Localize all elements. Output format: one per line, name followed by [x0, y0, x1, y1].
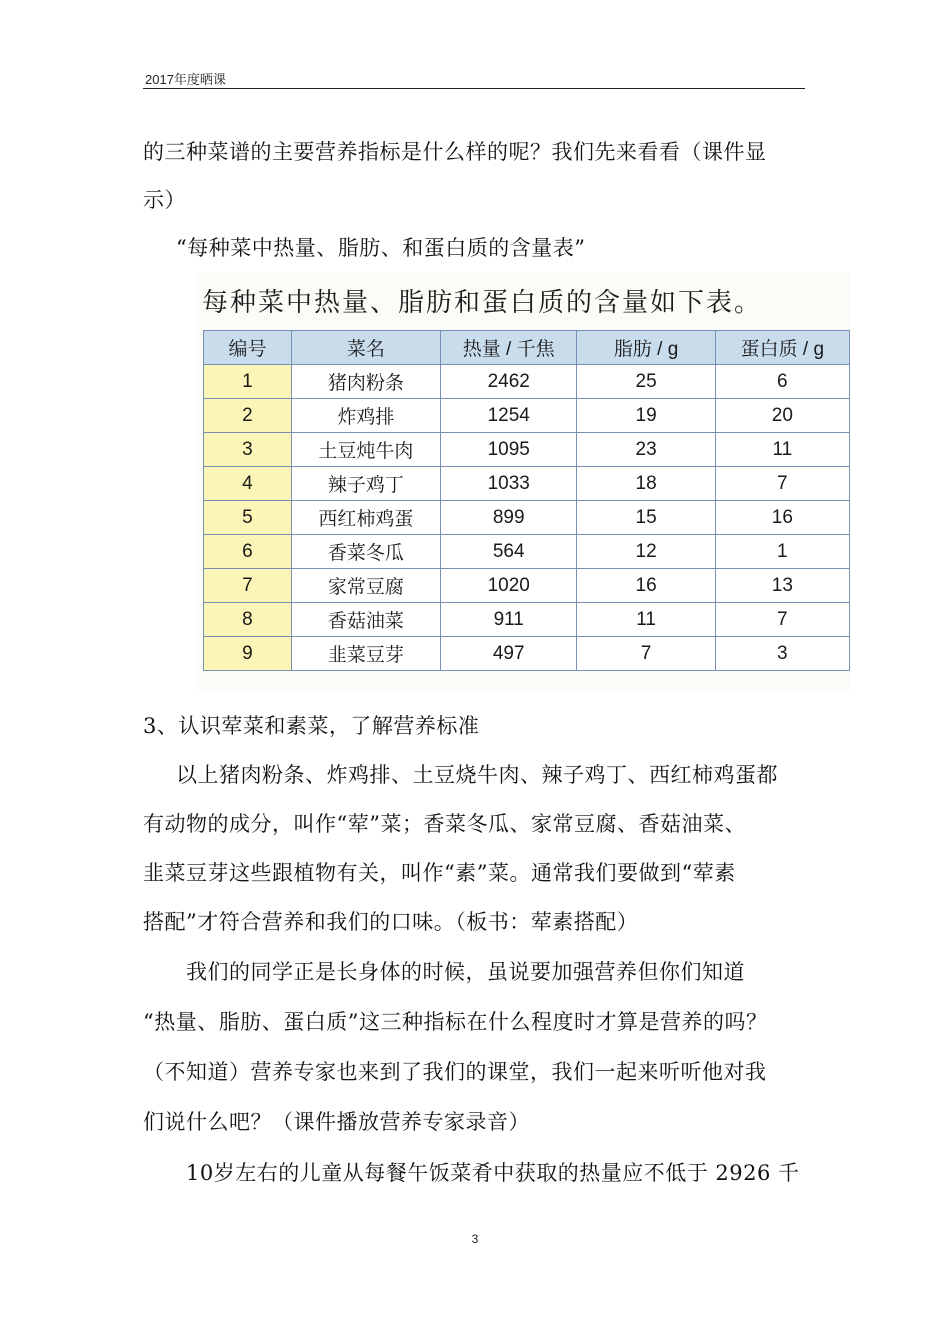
column-header: 编号: [204, 331, 292, 365]
table-cell: 18: [577, 467, 715, 501]
table-cell: 韭菜豆芽: [291, 637, 440, 671]
table-cell: 15: [577, 501, 715, 535]
paragraph-line: 搭配”才符合营养和我们的口味。（板书：荤素搭配）: [143, 910, 639, 934]
table-cell: 猪肉粉条: [291, 365, 440, 399]
table-cell: 25: [577, 365, 715, 399]
table-row: [204, 603, 850, 637]
table-cell: 7: [577, 637, 715, 671]
paragraph-line: （不知道）营养专家也来到了我们的课堂，我们一起来听听他对我: [143, 1060, 767, 1084]
page-number: 3: [471, 1232, 479, 1246]
column-header: 蛋白质 / g: [715, 331, 849, 365]
table-cell: 16: [715, 501, 849, 535]
table-row: [204, 399, 850, 433]
table-cell: 7: [204, 569, 292, 603]
table-cell: 7: [715, 603, 849, 637]
table-cell: 香菇油菜: [291, 603, 440, 637]
nutrition-table-image: [196, 272, 850, 690]
paragraph-line: 们说什么吧？（课件播放营养专家录音）: [143, 1110, 530, 1134]
table-cell: 炸鸡排: [291, 399, 440, 433]
table-cell: 1095: [440, 433, 577, 467]
table-row: [204, 433, 850, 467]
nutrition-table: [203, 330, 850, 671]
table-cell: 1033: [440, 467, 577, 501]
table-cell: 土豆炖牛肉: [291, 433, 440, 467]
table-cell: 5: [204, 501, 292, 535]
table-cell: 3: [715, 637, 849, 671]
table-cell: 西红柿鸡蛋: [291, 501, 440, 535]
table-row: [204, 501, 850, 535]
table-cell: 899: [440, 501, 577, 535]
paragraph-line: 我们的同学正是长身体的时候，虽说要加强营养但你们知道: [186, 960, 745, 984]
table-row: [204, 569, 850, 603]
table-cell: 11: [715, 433, 849, 467]
table-caption: “每种菜中热量、脂肪、和蛋白质的含量表”: [176, 236, 586, 260]
table-cell: 11: [577, 603, 715, 637]
table-cell: 1254: [440, 399, 577, 433]
header-text: 2017年度晒课: [145, 72, 226, 87]
table-cell: 564: [440, 535, 577, 569]
paragraph-line: 韭菜豆芽这些跟植物有关，叫作“素”菜。通常我们要做到“荤素: [143, 861, 736, 885]
column-header: 脂肪 / g: [577, 331, 715, 365]
table-cell: 1: [204, 365, 292, 399]
table-cell: 2: [204, 399, 292, 433]
table-cell: 3: [204, 433, 292, 467]
table-cell: 9: [204, 637, 292, 671]
table-cell: 16: [577, 569, 715, 603]
table-cell: 23: [577, 433, 715, 467]
column-header: 菜名: [291, 331, 440, 365]
table-cell: 19: [577, 399, 715, 433]
table-cell: 7: [715, 467, 849, 501]
table-cell: 辣子鸡丁: [291, 467, 440, 501]
section-heading: 3、认识荤菜和素菜，了解营养标准: [143, 714, 480, 738]
paragraph-line: 示）: [143, 188, 186, 212]
table-cell: 12: [577, 535, 715, 569]
table-row: [204, 365, 850, 399]
table-cell: 6: [715, 365, 849, 399]
table-cell: 香菜冬瓜: [291, 535, 440, 569]
page-header: [143, 66, 805, 89]
paragraph-line: 的三种菜谱的主要营养指标是什么样的呢？我们先来看看（课件显: [143, 140, 767, 164]
paragraph-line: 以上猪肉粉条、炸鸡排、土豆烧牛肉、辣子鸡丁、西红柿鸡蛋都: [176, 763, 778, 787]
paragraph-line: 有动物的成分，叫作“荤”菜；香菜冬瓜、家常豆腐、香菇油菜、: [143, 812, 746, 836]
table-cell: 497: [440, 637, 577, 671]
table-header-row: [204, 331, 850, 365]
paragraph-line: “热量、脂肪、蛋白质”这三种指标在什么程度时才算是营养的吗？: [143, 1010, 768, 1034]
column-header: 热量 / 千焦: [440, 331, 577, 365]
table-cell: 1: [715, 535, 849, 569]
figure-title: 每种菜中热量、脂肪和蛋白质的含量如下表。: [202, 288, 763, 318]
table-cell: 1020: [440, 569, 577, 603]
paragraph-line: 10岁左右的儿童从每餐午饭菜肴中获取的热量应不低于 2926 千: [186, 1161, 800, 1185]
table-cell: 8: [204, 603, 292, 637]
table-cell: 20: [715, 399, 849, 433]
table-row: [204, 637, 850, 671]
table-row: [204, 535, 850, 569]
table-cell: 2462: [440, 365, 577, 399]
table-cell: 6: [204, 535, 292, 569]
table-cell: 13: [715, 569, 849, 603]
table-cell: 家常豆腐: [291, 569, 440, 603]
table-cell: 911: [440, 603, 577, 637]
table-cell: 4: [204, 467, 292, 501]
table-row: [204, 467, 850, 501]
